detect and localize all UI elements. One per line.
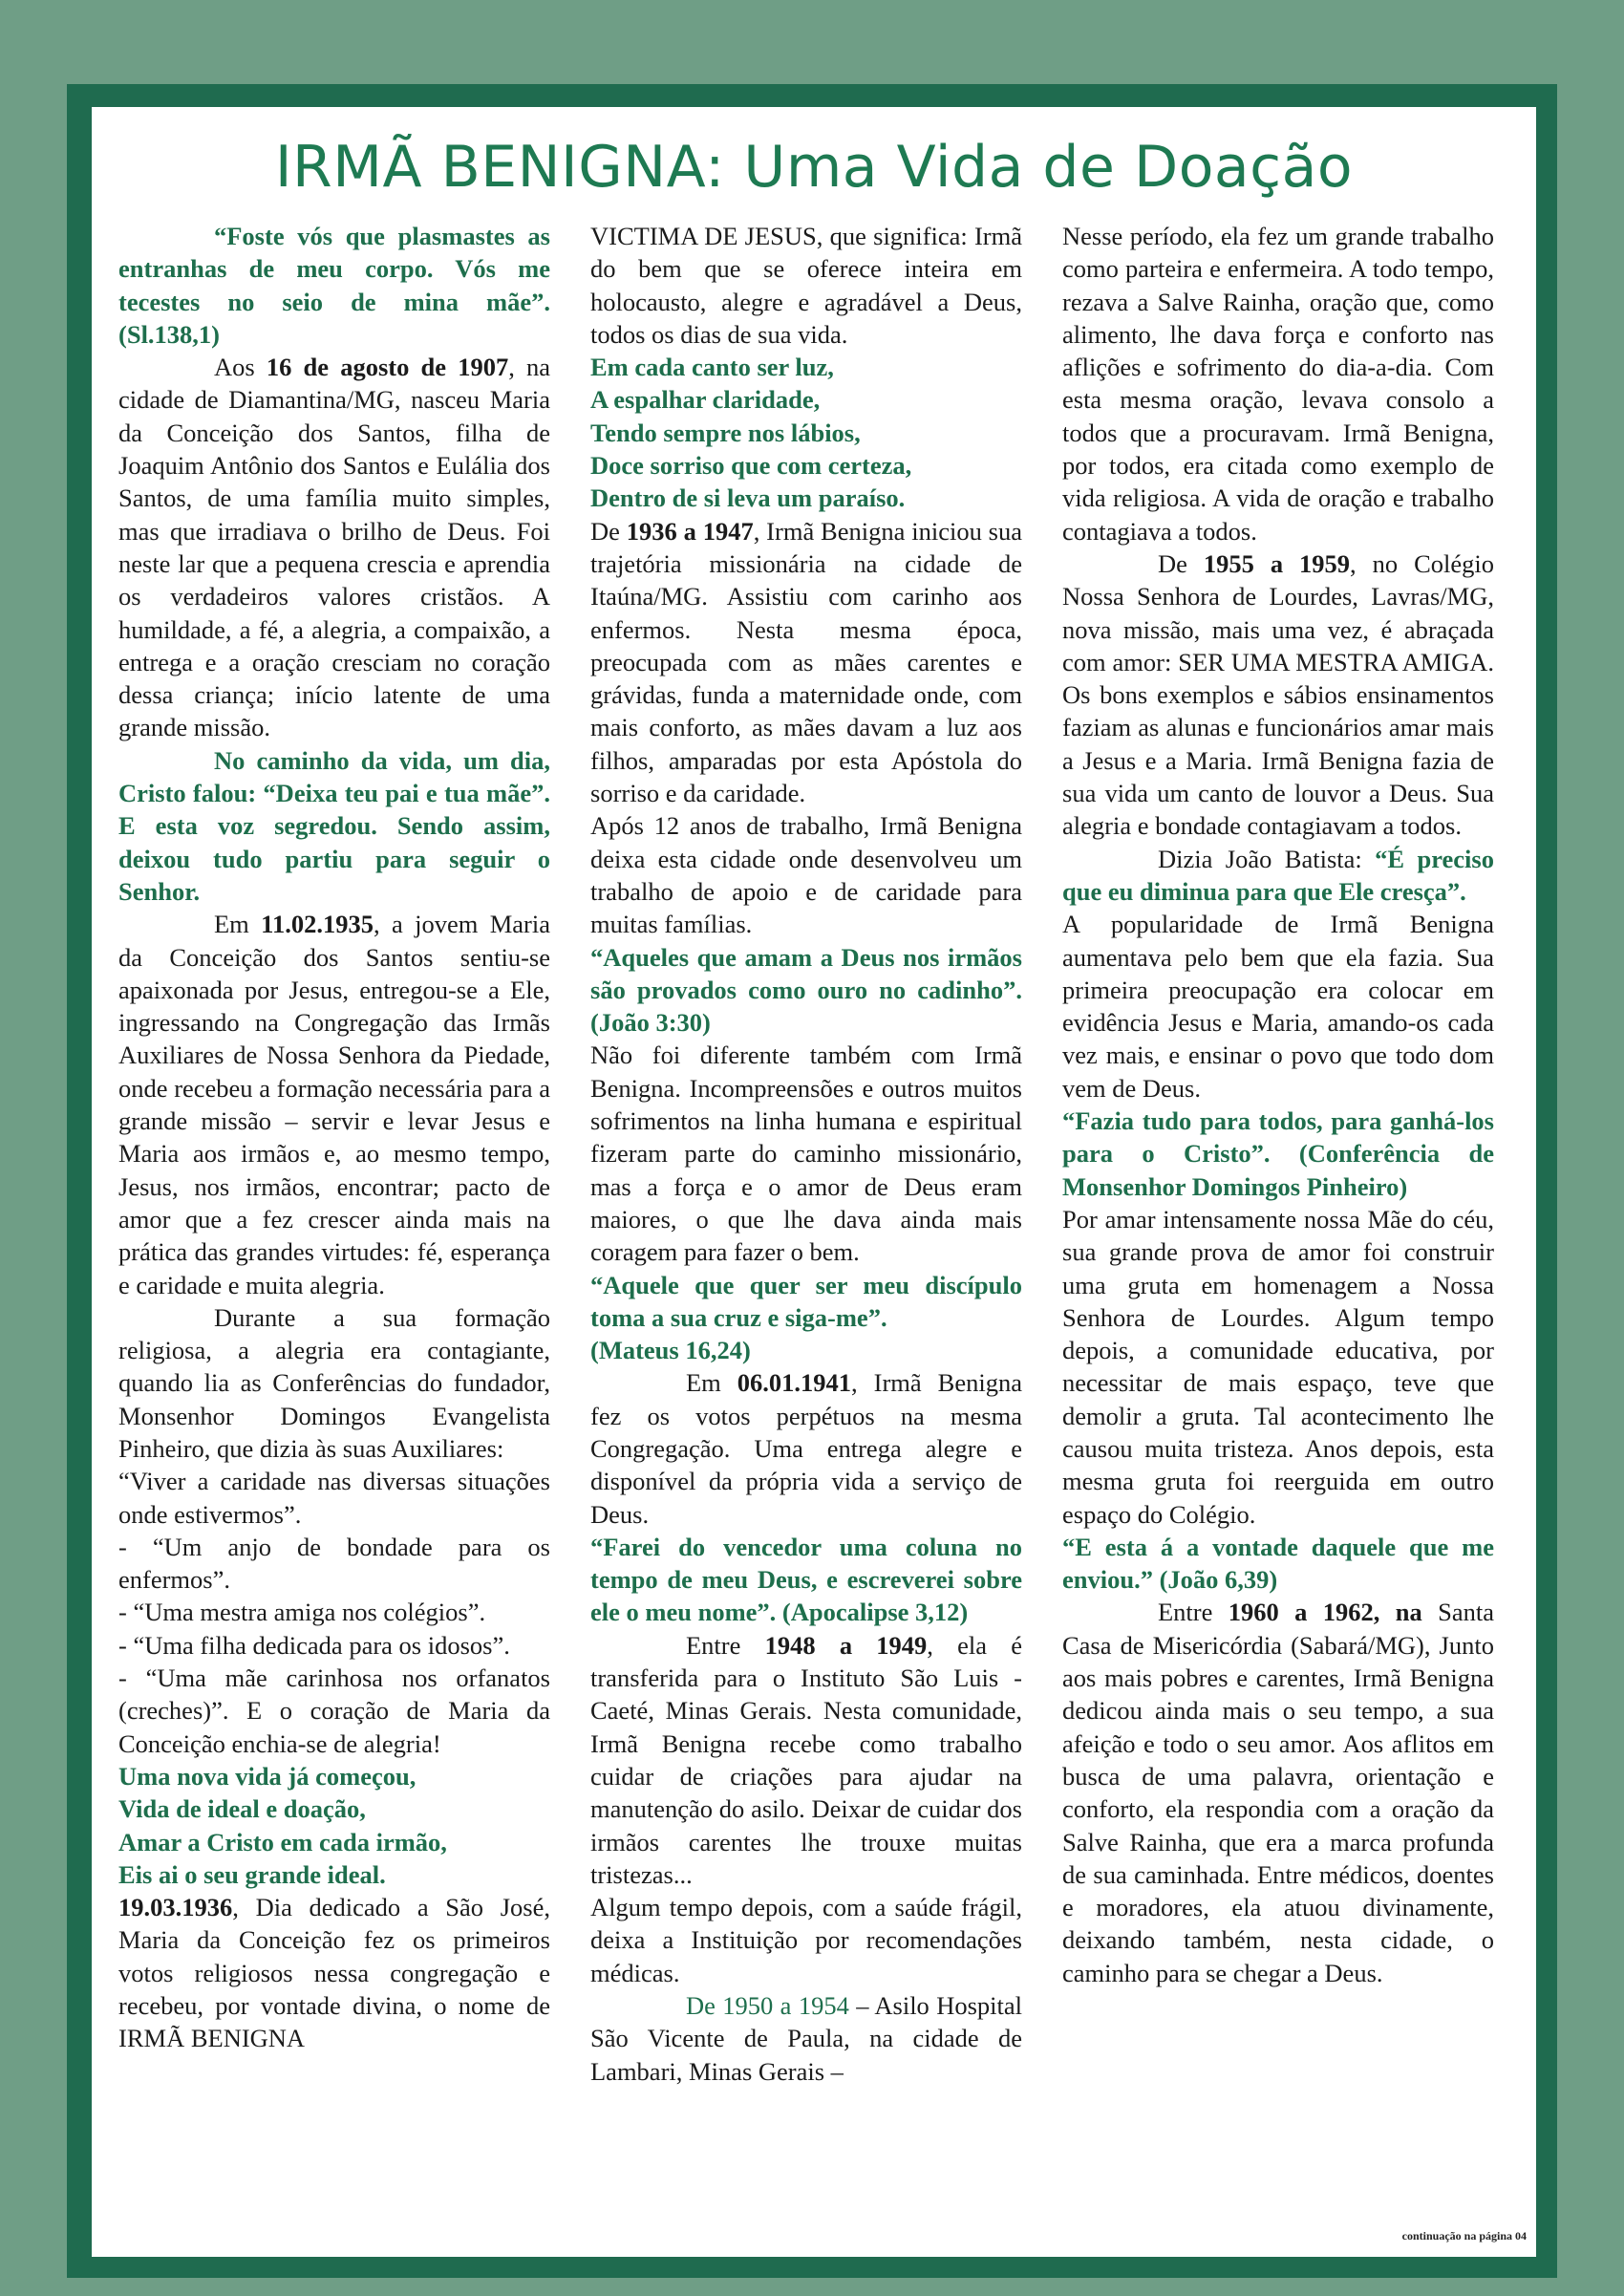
sabara-dates: 1960 a 1962, na xyxy=(1228,1598,1422,1627)
verse-line: Vida de ideal e doação, xyxy=(118,1794,366,1824)
list-item: - “Uma mestra amiga nos colégios”. xyxy=(118,1598,486,1627)
paragraph-formation: Durante a sua formação religiosa, a alegria era contagiante, quando lia as Conferências do fundador, Monsenhor Domingos Evangelista Pinheiro, que dizia às suas Auxiliares: xyxy=(118,1302,550,1463)
entry-date: 11.02.1935 xyxy=(261,910,374,939)
paragraph-congregation: Em 11.02.1935, a jovem Maria da Conceição dos Santos sentiu-se apaixonada por Jesus, entregou-se a Ele, ingressando na Congregação das Irmãs Auxiliares de Nossa Senhora da Piedade, onde recebeu a formação necessária para a grande missão – servir e levar Jesus e Maria aos irmãos e, ao mesmo tempo, Jesus, nos irmãos, encontrar; pacto de amor que a fez crescer ainda mais na prática das grandes virtudes: fé, esperança e caridade e muita alegria. xyxy=(118,910,550,1299)
paragraph-leaving: Após 12 anos de trabalho, Irmã Benigna deixa esta cidade onde desenvolveu um trabalho de apoio e de caridade para muitas famílias. xyxy=(590,811,1022,939)
paragraph-sabara: Entre 1960 a 1962, na Santa Casa de Misericórdia (Sabará/MG), Junto aos mais pobres e carentes, Irmã Benigna dedicou ainda mais o seu tempo, a sua afeição e todo o seu amor. Aos aflitos em busca de uma palavra, orientação e conforto, ela respondia com a oração da Salve Rainha, que era a marca profunda de sua caminhada. Entre médicos, doentes e moradores, ela atuou divinamente, deixando também, nesta cidade, o caminho para se chegar a Deus. xyxy=(1062,1598,1494,1987)
paragraph-itauna: De 1936 a 1947, Irmã Benigna iniciou sua trajetória missionária na cidade de Itaúna/MG. Assistiu com carinho aos enfermos. Nesta mesma época, preocupada com as mães carentes e grávidas, funda a maternidade onde, com mais conforto, as mães davam a luz aos filhos, amparadas por esta Apóstola do sorriso e da caridade. xyxy=(590,516,1022,808)
verse-line: Amar a Cristo em cada irmão, xyxy=(118,1827,447,1856)
list-item: - “Uma mãe carinhosa nos orfanatos (creches)”. E o coração de Maria da Conceição enchia-se de alegria! xyxy=(118,1663,550,1758)
quote-john: “Aqueles que amam a Deus nos irmãos são provados como ouro no cadinho”. (João 3:30) xyxy=(590,942,1022,1038)
list-item: “Viver a caridade nas diversas situações onde estivermos”. xyxy=(118,1467,550,1529)
paragraph-victima: VICTIMA DE JESUS, que significa: Irmã do bem que se oferece inteira em holocausto, alegre e agradável a Deus, todos os dias de sua vida. xyxy=(590,222,1022,349)
paragraph-sufferings: Não foi diferente também com Irmã Benigna. Incompreensões e outros muitos sofrimentos na linha humana e espiritual fizeram parte do caminho missionário, mas a força e o amor de Deus eram maiores, o que lhe dava ainda mais coragem para fazer o bem. xyxy=(590,1041,1022,1267)
perpetual-vows-date: 06.01.1941 xyxy=(737,1368,852,1398)
quote-conference: “Fazia tudo para todos, para ganhá-los para o Cristo”. (Conferência de Monsenhor Domingos Pinheiro) xyxy=(1062,1106,1494,1201)
paragraph-caete: Entre 1948 a 1949, ela é transferida para o Instituto São Luis - Caeté, Minas Gerais. Nesta comunidade, Irmã Benigna recebe como trabalho cuidar de criações para ajudar na manutenção do asilo. Deixar de cuidar dos irmãos carentes lhe trouxe muitas tristezas... xyxy=(590,1630,1023,1889)
article-title: IRMÃ BENIGNA: Uma Vida de Doação xyxy=(274,134,1354,201)
quote-matthew: “Aquele que quer ser meu discípulo toma a sua cruz e siga-me”. xyxy=(590,1270,1022,1332)
quote-calling: No caminho da vida, um dia, Cristo falou: “Deixa teu pai e tua mãe”. E esta voz segredou. Sendo assim, deixou tudo partiu para seguir o Senhor. xyxy=(118,745,550,906)
list-item: - “Um anjo de bondade para os enfermos”. xyxy=(118,1532,550,1595)
verse-line: A espalhar claridade, xyxy=(590,385,821,415)
itauna-dates: 1936 a 1947 xyxy=(626,516,754,546)
paragraph-lavras: De 1955 a 1959, no Colégio Nossa Senhora de Lourdes, Lavras/MG, nova missão, mais uma vez, é abraçada com amor: SER UMA MESTRA AMIGA. Os bons exemplos e sábios ensinamentos faziam as alunas e funcionários amar mais a Jesus e a Maria. Irmã Benigna fazia de sua vida um canto de louvor a Deus. Sua alegria e bondade contagiavam a todos. xyxy=(1062,548,1494,841)
paragraph-birth: Aos 16 de agosto de 1907, na cidade de Diamantina/MG, nasceu Maria da Conceição dos Santos, filha de Joaquim Antônio dos Santos e Eulália dos Santos, de uma família muito simples, mas que irradiava o brilho de Deus. Foi neste lar que a pequena crescia e aprendia os verdadeiros valores cristãos. A humildade, a fé, a alegria, a compaixão, a entrega e a oração cresciam no coração dessa criança; início latente de uma grande missão. xyxy=(118,353,551,742)
quote-john-baptist: “É preciso que eu diminua para que Ele cresça”. xyxy=(1062,844,1494,906)
verse-line: Uma nova vida já começou, xyxy=(118,1761,417,1791)
paragraph-health: Algum tempo depois, com a saúde frágil, deixa a Instituição por recomendações médicas. xyxy=(590,1893,1022,1987)
quote-psalm: “Foste vós que plasmastes as entranhas de meu corpo. Vós me tecestes no seio de mina mãe”. (Sl.138,1) xyxy=(118,222,550,349)
quote-apocalypse: “Farei do vencedor uma coluna no tempo de meu Deus, e escreverei sobre ele o meu nome”. (Apocalipse 3,12) xyxy=(590,1532,1022,1627)
lambari-dates: De 1950 a 1954 xyxy=(686,1991,849,2021)
quote-matthew-ref: (Mateus 16,24) xyxy=(590,1336,751,1365)
paragraph-john-baptist: Dizia João Batista: “É preciso que eu diminua para que Ele cresça”. xyxy=(1062,844,1494,906)
paragraph-lambari: De 1950 a 1954 – Asilo Hospital São Vicente de Paula, na cidade de Lambari, Minas Gerais – xyxy=(590,1991,1022,2086)
quote-john-6: “E esta á a vontade daquele que me enviou.” (João 6,39) xyxy=(1062,1532,1494,1595)
article-page xyxy=(92,107,1536,2257)
paragraph-perpetual-vows: Em 06.01.1941, Irmã Benigna fez os votos perpétuos na mesma Congregação. Uma entrega alegre e disponível da própria vida a serviço de Deus. xyxy=(590,1368,1022,1529)
lavras-dates: 1955 a 1959 xyxy=(1203,548,1351,578)
paragraph-first-vows: 19.03.1936, Dia dedicado a São José, Maria da Conceição fez os primeiros votos religiosos nessa congregação e recebeu, por vontade divina, o nome de IRMÃ BENIGNA xyxy=(118,1893,550,2053)
paragraph-popularity: A popularidade de Irmã Benigna aumentava pelo bem que ela fazia. Sua primeira preocupação era colocar em evidência Jesus e Maria, amando-os cada vez mais, e ensinar o povo que todo dom vem de Deus. xyxy=(1062,910,1494,1103)
caete-dates: 1948 a 1949 xyxy=(764,1630,928,1660)
list-item: - “Uma filha dedicada para os idosos”. xyxy=(118,1630,510,1660)
first-vows-date: 19.03.1936 xyxy=(118,1893,233,1922)
column-3 xyxy=(1062,220,1494,1989)
column-1 xyxy=(118,220,550,2055)
verse-line: Em cada canto ser luz, xyxy=(590,353,834,382)
verse-line: Eis ai o seu grande ideal. xyxy=(118,1859,386,1889)
verse-line: Doce sorriso que com certeza, xyxy=(590,451,912,481)
paragraph-grotto: Por amar intensamente nossa Mãe do céu, sua grande prova de amor foi construir uma gruta em homenagem a Nossa Senhora de Lourdes. Algum tempo depois, a comunidade educativa, por necessitar de mais espaço, teve que demolir a gruta. Tal acontecimento lhe causou muita tristeza. Anos depois, esta mesma gruta foi reerguida em outro espaço do Colégio. xyxy=(1062,1204,1494,1529)
birth-date: 16 de agosto de 1907 xyxy=(266,353,509,382)
column-2 xyxy=(590,220,1022,2088)
paragraph-nurse: Nesse período, ela fez um grande trabalho como parteira e enfermeira. A todo tempo, rezava a Salve Rainha, oração que, como alimento, lhe dava força e conforto nas aflições e sofrimento do dia-a-dia. Com esta mesma oração, levava consolo a todos que a procuravam. Irmã Benigna, por todos, era citada como exemplo de vida religiosa. A vida de oração e trabalho contagiava a todos. xyxy=(1062,222,1494,546)
continuation-note: continuação na página 04 xyxy=(1401,2229,1527,2242)
verse-line: Dentro de si leva um paraíso. xyxy=(590,483,906,513)
verse-line: Tendo sempre nos lábios, xyxy=(590,418,861,447)
